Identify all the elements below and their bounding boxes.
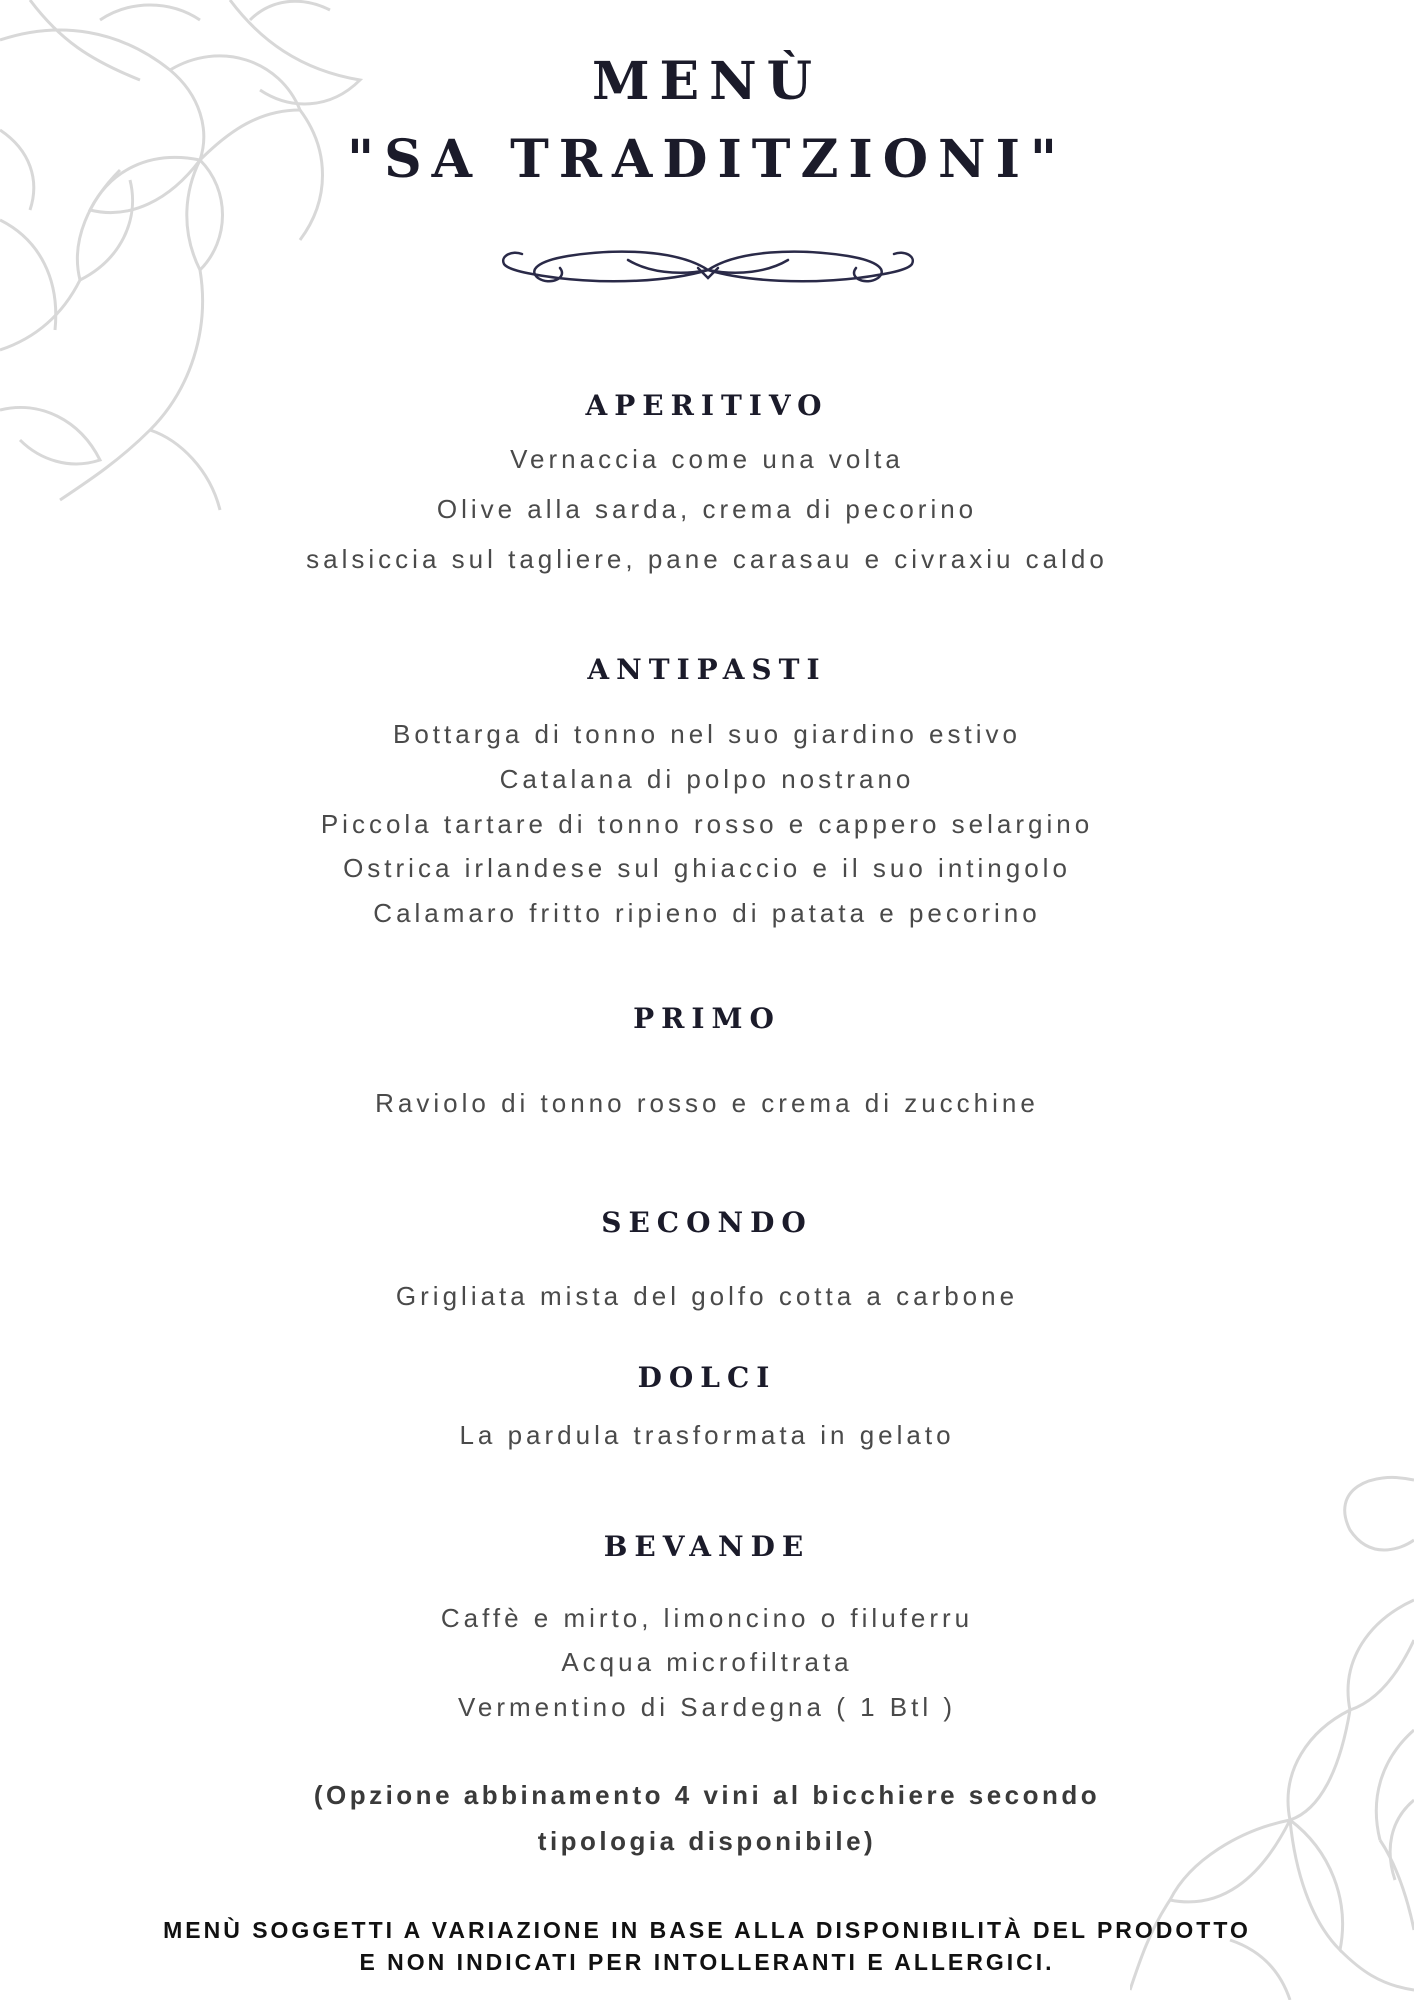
menu-item: Vernaccia come una volta (510, 444, 904, 474)
menu-item: Caffè e mirto, limoncino o filuferru (440, 1603, 974, 1633)
menu-item: Vermentino di Sardegna ( 1 Btl ) (458, 1692, 956, 1722)
menu-item: Acqua microfiltrata (561, 1647, 853, 1677)
section-title-primo: PRIMO (633, 1002, 781, 1035)
menu-item: La pardula trasformata in gelato (459, 1420, 955, 1450)
menu-item: salsiccia sul tagliere, pane carasau e civraxiu caldo (306, 544, 1108, 574)
section-title-aperitivo: APERITIVO (585, 389, 829, 422)
section-title-antipasti: ANTIPASTI (587, 653, 827, 686)
wine-option-line1: (Opzione abbinamento 4 vini al bicchiere secondo (313, 1780, 1101, 1810)
menu-item: Raviolo di tonno rosso e crema di zucchine (375, 1088, 1039, 1118)
menu-item: Catalana di polpo nostrano (499, 764, 915, 794)
ornament-divider-icon (498, 242, 918, 292)
menu-item: Piccola tartare di tonno rosso e cappero selargino (320, 809, 1094, 839)
menu-item: Ostrica irlandese sul ghiaccio e il suo intingolo (343, 853, 1071, 883)
menu-item: Calamaro fritto ripieno di patata e pecorino (373, 898, 1041, 928)
footer-disclaimer-line2: E NON INDICATI PER INTOLLERANTI E ALLERGICI. (359, 1949, 1055, 1975)
section-title-secondo: SECONDO (601, 1206, 813, 1239)
section-title-bevande: BEVANDE (603, 1530, 811, 1563)
footer-disclaimer-line1: MENÙ SOGGETTI A VARIAZIONE IN BASE ALLA DISPONIBILITÀ DEL PRODOTTO (163, 1917, 1251, 1943)
section-title-dolci: DOLCI (637, 1361, 777, 1394)
menu-item: Olive alla sarda, crema di pecorino (436, 494, 978, 524)
wine-option-line2: tipologia disponibile) (537, 1826, 877, 1856)
menu-item: Grigliata mista del golfo cotta a carbone (395, 1281, 1019, 1311)
menu-title-line1: MENÙ (591, 51, 823, 112)
menu-item: Bottarga di tonno nel suo giardino estivo (393, 719, 1021, 749)
menu-title-line2: "SA TRADITZIONI" (347, 129, 1067, 190)
